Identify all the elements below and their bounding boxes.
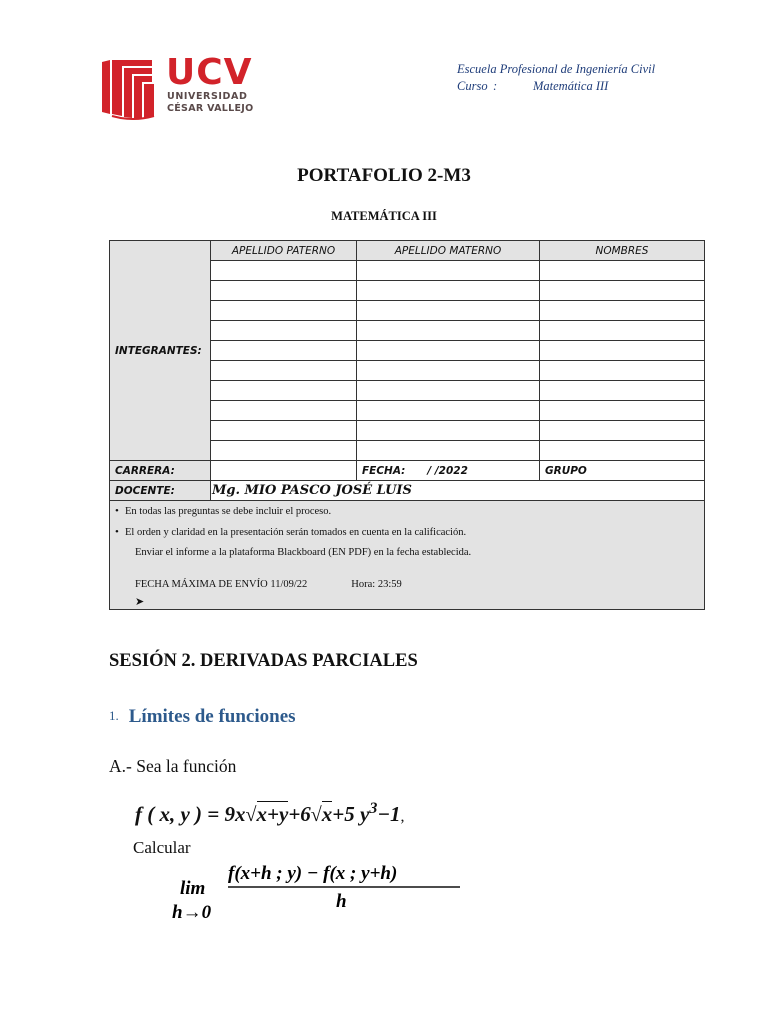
member-cell[interactable] xyxy=(540,441,705,461)
member-cell[interactable] xyxy=(540,401,705,421)
school-name: Escuela Profesional de Ingeniería Civil xyxy=(457,62,656,76)
course-value: Matemática III xyxy=(533,79,609,93)
section-title: Límites de funciones xyxy=(128,706,296,727)
function-term: +5 y xyxy=(332,802,370,826)
deadline-label: FECHA MÁXIMA DE ENVÍO 11/09/22 xyxy=(135,579,308,590)
member-cell[interactable] xyxy=(357,261,540,281)
function-lhs: f ( x, y ) = xyxy=(135,802,220,826)
deadline-hour: Hora: 23:59 xyxy=(351,579,402,590)
member-cell[interactable] xyxy=(540,361,705,381)
function-term: −1 xyxy=(377,802,401,826)
member-cell[interactable] xyxy=(540,381,705,401)
function-formula xyxy=(135,800,405,827)
member-cell[interactable] xyxy=(357,301,540,321)
member-cell[interactable] xyxy=(211,401,357,421)
part-a-text: A.- Sea la función xyxy=(109,756,237,776)
fecha-cell[interactable] xyxy=(357,461,540,481)
member-cell[interactable] xyxy=(211,381,357,401)
fecha-label: FECHA: xyxy=(362,464,406,477)
member-cell[interactable] xyxy=(357,281,540,301)
instructions-box xyxy=(110,501,705,610)
member-cell[interactable] xyxy=(211,341,357,361)
session-title: SESIÓN 2. DERIVADAS PARCIALES xyxy=(109,651,418,671)
integrantes-label: INTEGRANTES: xyxy=(110,241,211,461)
limit-numerator: f(x+h ; y) − f(x ; y+h) xyxy=(228,863,398,884)
col-nombres: NOMBRES xyxy=(540,241,705,261)
limit-denominator: h xyxy=(336,891,347,912)
member-cell[interactable] xyxy=(211,281,357,301)
function-sqrt-arg: x+y xyxy=(256,802,289,826)
grupo-label: GRUPO xyxy=(540,461,705,481)
page-title: PORTAFOLIO 2-M3 xyxy=(297,165,471,186)
ucv-logo xyxy=(100,52,254,120)
limit-expression xyxy=(168,848,468,928)
member-cell[interactable] xyxy=(357,441,540,461)
logo-ucv-text: UCV xyxy=(166,52,253,93)
arrow-bullet-icon: ➤ xyxy=(135,596,145,608)
docente-label: DOCENTE: xyxy=(110,481,211,501)
member-cell[interactable] xyxy=(357,361,540,381)
col-apellido-materno: APELLIDO MATERNO xyxy=(357,241,540,261)
sqrt-icon: √ xyxy=(245,804,257,826)
limit-lim: lim xyxy=(180,878,206,899)
course-row xyxy=(457,78,655,95)
member-cell[interactable] xyxy=(357,381,540,401)
member-cell[interactable] xyxy=(211,261,357,281)
instruction-send: Enviar el informe a la plataforma Blackboard (EN PDF) en la fecha establecida. xyxy=(135,547,472,558)
carrera-label: CARRERA: xyxy=(110,461,211,481)
function-term: +6 xyxy=(288,802,311,826)
member-cell[interactable] xyxy=(540,321,705,341)
docente-value: Mg. MIO PASCO JOSÉ LUIS xyxy=(211,481,705,501)
logo-line1: UNIVERSIDAD xyxy=(167,91,248,102)
course-key: Curso xyxy=(457,79,488,93)
instruction-item: • En todas las preguntas se debe incluir el proceso. xyxy=(115,501,699,522)
limit-approach: h→0 xyxy=(172,902,212,923)
member-cell[interactable] xyxy=(357,341,540,361)
member-cell[interactable] xyxy=(540,261,705,281)
function-exponent: 3 xyxy=(369,800,378,817)
function-sqrt-arg: x xyxy=(321,802,333,826)
fecha-value: / /2022 xyxy=(427,464,468,477)
member-cell[interactable] xyxy=(211,321,357,341)
member-cell[interactable] xyxy=(211,301,357,321)
course-colon: : xyxy=(493,79,498,93)
ucv-logo-mark-icon xyxy=(100,56,160,120)
carrera-field[interactable] xyxy=(211,461,357,481)
member-cell[interactable] xyxy=(357,321,540,341)
student-form-table xyxy=(109,240,705,610)
sqrt-icon: √ xyxy=(310,804,322,826)
member-cell[interactable] xyxy=(540,421,705,441)
member-cell[interactable] xyxy=(211,361,357,381)
member-cell[interactable] xyxy=(357,421,540,441)
member-cell[interactable] xyxy=(540,281,705,301)
bullet-icon: • xyxy=(115,526,119,538)
member-cell[interactable] xyxy=(211,421,357,441)
section-heading xyxy=(109,706,296,728)
header-info xyxy=(457,61,655,95)
member-cell[interactable] xyxy=(540,301,705,321)
instruction-item: • El orden y claridad en la presentación serán tomados en cuenta en la calificación. xyxy=(115,522,699,543)
section-number: 1. xyxy=(109,708,119,723)
page-subtitle: MATEMÁTICA III xyxy=(331,209,437,223)
member-cell[interactable] xyxy=(540,341,705,361)
col-apellido-paterno: APELLIDO PATERNO xyxy=(211,241,357,261)
function-comma: , xyxy=(400,808,405,825)
function-term: 9x xyxy=(224,802,246,826)
logo-line2: CÉSAR VALLEJO xyxy=(167,103,254,114)
bullet-icon: • xyxy=(115,505,119,517)
member-cell[interactable] xyxy=(357,401,540,421)
deadline-row xyxy=(115,575,699,595)
member-cell[interactable] xyxy=(211,441,357,461)
calcular-text: Calcular xyxy=(133,838,191,857)
